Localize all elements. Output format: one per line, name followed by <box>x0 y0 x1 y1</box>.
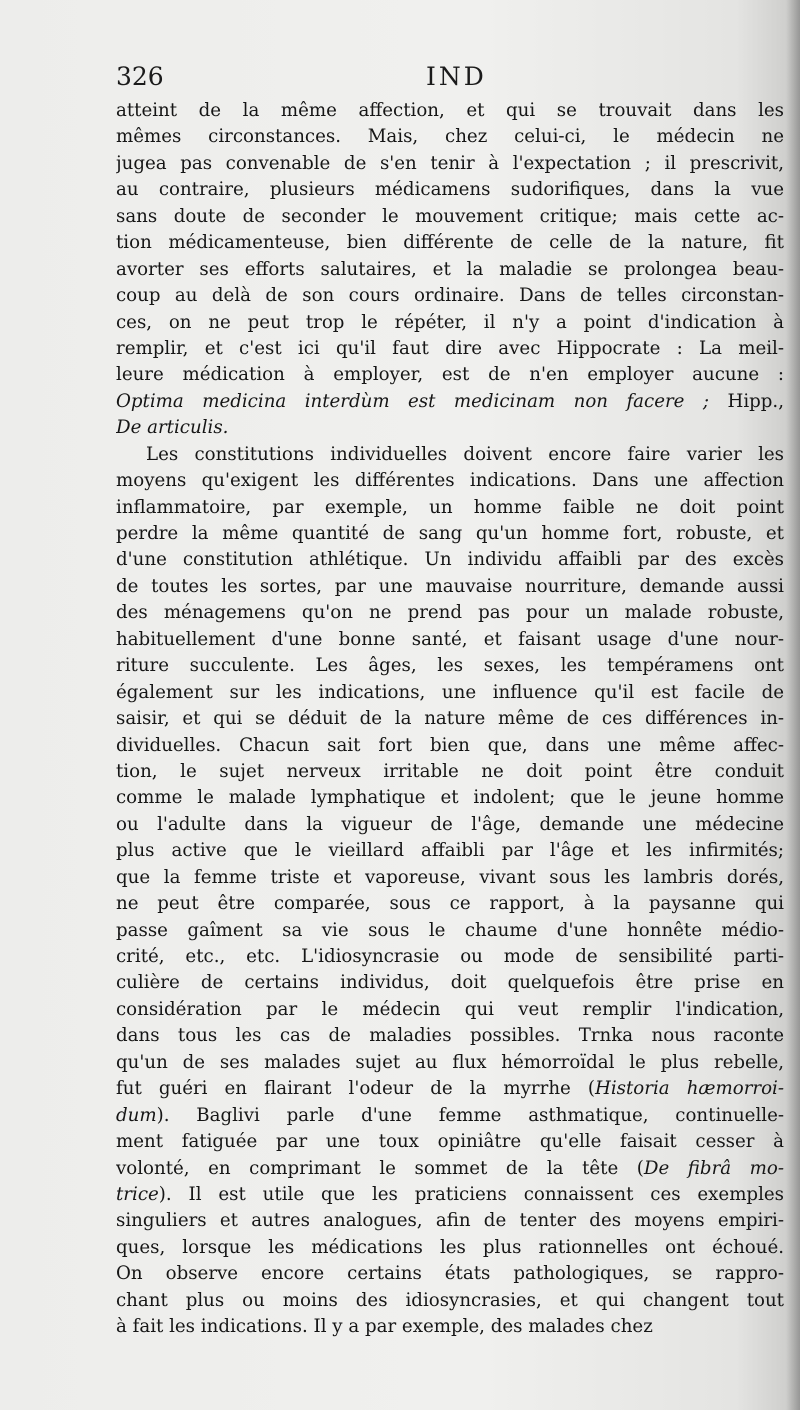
text-line <box>116 838 784 864</box>
line-text: perdre la même quantité de sang qu'un homme fort, robuste, et <box>116 523 784 544</box>
text-line <box>116 891 784 917</box>
line-text: ). Baglivi parle d'une femme asthmatique, continuelle- <box>156 1104 784 1126</box>
line-text: ment fatiguée par une toux opiniâtre qu'elle faisait cesser à <box>116 1131 784 1153</box>
line-text: singuliers et autres analogues, afin de tenter des moyens empiri- <box>116 1210 784 1232</box>
line-text: coup au delà de son cours ordinaire. Dans de telles circonstan- <box>116 285 784 307</box>
text-line <box>116 1314 784 1340</box>
line-text: dans tous les cas de maladies possibles. Trnka nous raconte <box>116 1025 784 1047</box>
line-text: mêmes circonstances. Mais, chez celui-ci, le médecin ne <box>116 126 784 148</box>
line-text: avorter ses efforts salutaires, et la maladie se prolongea beau- <box>116 258 784 280</box>
text-line <box>116 442 784 468</box>
text-line <box>116 415 784 441</box>
line-text: sans doute de seconder le mouvement critique; mais cette ac- <box>116 205 784 227</box>
text-line <box>116 627 784 653</box>
text-line <box>116 521 784 547</box>
text-line <box>116 389 784 415</box>
text-line <box>116 98 784 124</box>
italic-text: Historia hæmorroi- <box>594 1078 784 1100</box>
line-text: considération par le médecin qui veut remplir l'indication, <box>116 998 784 1020</box>
line-text: à fait les indications. Il y a par exemple, des malades chez <box>116 1316 653 1338</box>
line-text: tion médicamenteuse, bien différente de celle de la nature, fit <box>116 232 784 254</box>
line-text: habituellement d'une bonne santé, et faisant usage d'une nour- <box>116 628 784 650</box>
running-head: IND <box>426 62 487 91</box>
italic-text: Optima medicina interdùm est medicinam non facere ; <box>116 390 710 412</box>
line-text: atteint de la même affection, et qui se trouvait dans les <box>116 100 784 121</box>
text-line <box>116 1103 784 1129</box>
line-text: que la femme triste et vaporeuse, vivant sous les lambris dorés, <box>116 866 784 888</box>
text-line <box>116 944 784 970</box>
line-text: chant plus ou moins des idiosyncrasies, et qui changent tout <box>116 1289 784 1311</box>
text-line <box>116 1023 784 1049</box>
text-line <box>116 124 784 150</box>
text-line <box>116 1050 784 1076</box>
text-line <box>116 733 784 759</box>
text-line <box>116 257 784 283</box>
line-text: au contraire, plusieurs médicamens sudorifiques, dans la vue <box>116 179 784 201</box>
line-text: comme le malade lymphatique et indolent; que le jeune homme <box>116 787 784 809</box>
text-line <box>116 283 784 309</box>
page-number: 326 <box>116 62 164 91</box>
line-text: des ménagemens qu'on ne prend pas pour un malade robuste, <box>116 602 784 624</box>
text-line <box>116 495 784 521</box>
text-line <box>116 1182 784 1208</box>
text-line <box>116 1261 784 1287</box>
text-line <box>116 151 784 177</box>
text-line <box>116 1288 784 1314</box>
text-line <box>116 336 784 362</box>
text-line <box>116 653 784 679</box>
line-text: culière de certains individus, doit quelquefois être prise en <box>116 972 784 994</box>
line-text: de toutes les sortes, par une mauvaise nourriture, demande aussi <box>116 575 784 597</box>
italic-text: De fibrâ mo- <box>643 1157 784 1179</box>
line-text: passe gaîment sa vie sous le chaume d'une honnête médio- <box>116 919 784 941</box>
page-gutter-shadow <box>786 0 800 1410</box>
line-text: d'une constitution athlétique. Un individu affaibli par des excès <box>116 549 784 571</box>
line-text: fut guéri en flairant l'odeur de la myrrhe ( <box>116 1078 595 1100</box>
text-line <box>116 812 784 838</box>
italic-text: trice <box>116 1183 159 1205</box>
text-line <box>116 362 784 388</box>
line-text: crité, etc., etc. L'idiosyncrasie ou mode de sensibilité parti- <box>116 946 784 967</box>
line-text: ces, on ne peut trop le répéter, il n'y a point d'indication à <box>116 311 784 333</box>
text-line <box>116 1129 784 1155</box>
italic-text: dum <box>116 1104 157 1126</box>
text-line <box>116 680 784 706</box>
line-text: remplir, et c'est ici qu'il faut dire avec Hippocrate : La meil- <box>116 337 784 359</box>
text-line <box>116 997 784 1023</box>
line-text: tion, le sujet nerveux irritable ne doit point être conduit <box>116 760 784 782</box>
text-line <box>116 547 784 573</box>
line-text: également sur les indications, une influence qu'il est facile de <box>116 681 784 703</box>
text-line <box>116 177 784 203</box>
line-text: On observe encore certains états pathologiques, se rappro- <box>116 1263 784 1285</box>
text-line <box>116 468 784 494</box>
line-text: dividuelles. Chacun sait fort bien que, dans une même affec- <box>116 734 784 756</box>
line-text: saisir, et qui se déduit de la nature même de ces différences in- <box>116 708 784 730</box>
text-line <box>116 1076 784 1102</box>
text-line <box>116 574 784 600</box>
line-text: ne peut être comparée, sous ce rapport, à la paysanne qui <box>116 893 784 915</box>
text-line <box>116 706 784 732</box>
text-line <box>116 970 784 996</box>
line-text: ques, lorsque les médications les plus rationnelles ont échoué. <box>116 1236 784 1258</box>
line-text: Les constitutions individuelles doivent encore faire varier les <box>146 443 784 465</box>
page-header <box>116 62 786 96</box>
text-line <box>116 310 784 336</box>
text-line <box>116 204 784 230</box>
text-line <box>116 865 784 891</box>
text-line <box>116 918 784 944</box>
line-text: ou l'adulte dans la vigueur de l'âge, demande une médecine <box>116 813 784 835</box>
italic-text: De articulis. <box>116 417 229 439</box>
text-line <box>116 230 784 256</box>
text-line <box>116 1208 784 1234</box>
text-line <box>116 1156 784 1182</box>
line-text: inflammatoire, par exemple, un homme faible ne doit point <box>116 496 784 518</box>
line-text: jugea pas convenable de s'en tenir à l'expectation ; il prescrivit, <box>116 152 784 174</box>
line-text: moyens qu'exigent les différentes indications. Dans une affection <box>116 470 784 492</box>
line-text: plus active que le vieillard affaibli par l'âge et les infirmités; <box>116 840 784 862</box>
text-line <box>116 600 784 626</box>
body-text <box>116 98 784 1341</box>
text-line <box>116 785 784 811</box>
line-text: Hipp., <box>709 390 784 412</box>
text-line <box>116 759 784 785</box>
line-text: qu'un de ses malades sujet au flux hémorroïdal le plus rebelle, <box>116 1051 784 1073</box>
line-text: volonté, en comprimant le sommet de la tête ( <box>116 1157 644 1179</box>
line-text: ). Il est utile que les praticiens connaissent ces exemples <box>158 1183 784 1205</box>
text-line <box>116 1235 784 1261</box>
line-text: riture succulente. Les âges, les sexes, les tempéramens ont <box>116 655 784 677</box>
line-text: leure médication à employer, est de n'en employer aucune : <box>116 364 784 386</box>
